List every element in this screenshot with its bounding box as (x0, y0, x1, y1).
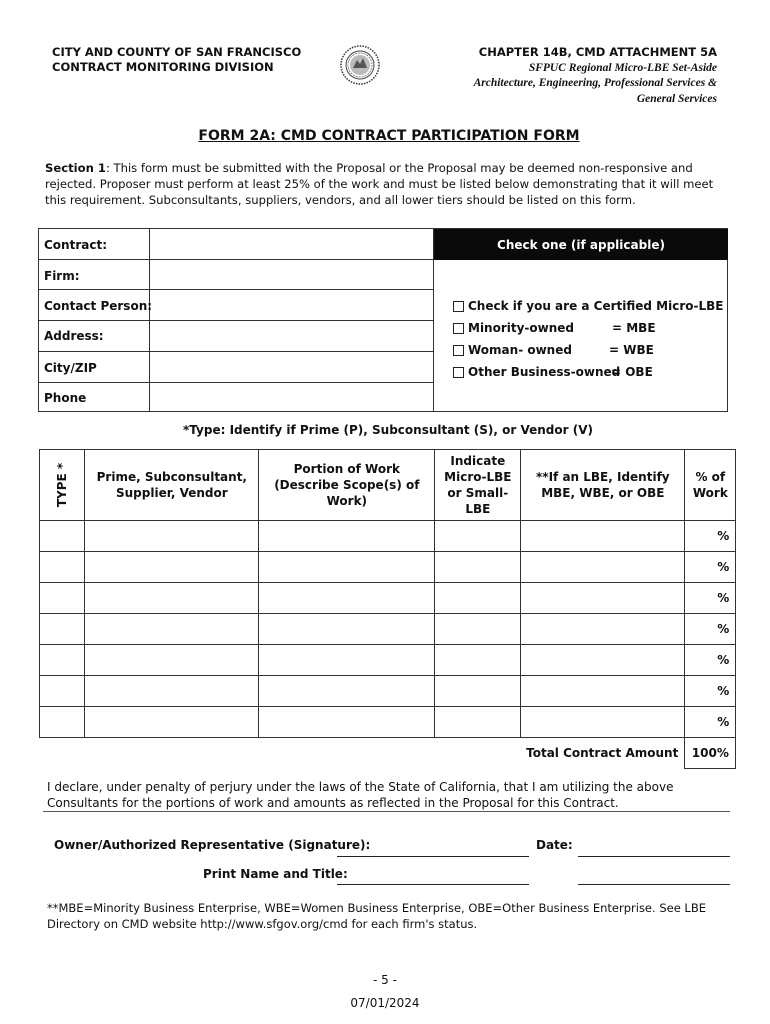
total-row (40, 738, 736, 769)
option-label: Minority-owned (468, 321, 575, 335)
divider-line (43, 811, 730, 812)
prime-cell[interactable] (85, 645, 259, 676)
contract-field[interactable] (150, 229, 433, 259)
signature-line[interactable] (337, 856, 529, 857)
portion-cell[interactable] (259, 707, 435, 738)
city-seal-icon (339, 44, 381, 86)
indicate-cell[interactable] (435, 583, 521, 614)
phone-field[interactable] (150, 383, 433, 411)
services-line: Architecture, Engineering, Professional Services & (473, 77, 717, 89)
prime-cell[interactable] (85, 583, 259, 614)
type-cell[interactable] (40, 521, 85, 552)
pct-header: % of Work (685, 450, 736, 521)
chapter-header (474, 45, 717, 107)
pct-cell[interactable]: % (685, 707, 736, 738)
checkbox[interactable] (453, 323, 464, 334)
table-row (40, 614, 736, 645)
footnote: **MBE=Minority Business Enterprise, WBE=Women Business Enterprise, OBE=Other Business Enterprise. See LBE Directory on CMD website http://www.sfgov.org/cmd for each firm's status. (47, 901, 706, 931)
city-zip-field[interactable] (150, 352, 433, 382)
table-header-row (40, 450, 736, 521)
prime-cell[interactable] (85, 521, 259, 552)
contract-label: Contract: (44, 238, 107, 252)
wbe-option[interactable] (453, 343, 572, 357)
portion-header: Portion of Work (Describe Scope(s) of Work) (259, 450, 435, 521)
firm-label: Firm: (44, 269, 80, 283)
obe-option[interactable] (453, 365, 620, 379)
section-label: Section 1 (45, 161, 106, 175)
table-row (40, 552, 736, 583)
if-lbe-cell[interactable] (521, 676, 685, 707)
wbe-value: = WBE (609, 343, 654, 357)
mbe-option[interactable] (453, 321, 574, 335)
prime-cell[interactable] (85, 552, 259, 583)
type-cell[interactable] (40, 645, 85, 676)
services-line-2: General Services (636, 92, 717, 105)
indicate-cell[interactable] (435, 552, 521, 583)
indicate-cell[interactable] (435, 521, 521, 552)
division-name: CONTRACT MONITORING DIVISION (52, 60, 274, 74)
total-value: 100% (685, 738, 736, 769)
contact-person-label: Contact Person: (44, 299, 153, 313)
if-lbe-cell[interactable] (521, 614, 685, 645)
check-one-header: Check one (if applicable) (434, 229, 728, 260)
obe-value: = OBE (611, 365, 653, 379)
checkbox[interactable] (453, 301, 464, 312)
portion-cell[interactable] (259, 676, 435, 707)
pct-cell[interactable]: % (685, 645, 736, 676)
agency-name: CITY AND COUNTY OF SAN FRANCISCO (52, 45, 302, 59)
table-row (40, 583, 736, 614)
prime-cell[interactable] (85, 707, 259, 738)
prime-cell[interactable] (85, 614, 259, 645)
firm-field[interactable] (150, 260, 433, 289)
type-cell[interactable] (40, 552, 85, 583)
title-line[interactable] (578, 884, 730, 885)
portion-cell[interactable] (259, 583, 435, 614)
if-lbe-cell[interactable] (521, 645, 685, 676)
table-row (40, 707, 736, 738)
indicate-header: Indicate Micro-LBE or Small-LBE (435, 450, 521, 521)
portion-cell[interactable] (259, 521, 435, 552)
pct-cell[interactable]: % (685, 552, 736, 583)
owner-signature-label: Owner/Authorized Representative (Signature): (54, 838, 371, 852)
form-title: FORM 2A: CMD CONTRACT PARTICIPATION FORM (198, 128, 580, 144)
section-text: : This form must be submitted with the Proposal or the Proposal may be deemed non-responsive and rejected. Proposer must perform at least 25% of the work and must be listed below demonstrating that it will meet this requirement. Subconsultants, suppliers, vendors, and all lower tiers should be listed on this form. (45, 161, 714, 207)
prime-header: Prime, Subconsultant, Supplier, Vendor (85, 450, 259, 521)
city-zip-label: City/ZIP (44, 361, 97, 375)
pct-cell[interactable]: % (685, 583, 736, 614)
total-label: Total Contract Amount (526, 746, 679, 761)
pct-cell[interactable]: % (685, 676, 736, 707)
type-cell[interactable] (40, 676, 85, 707)
portion-cell[interactable] (259, 614, 435, 645)
table-row (40, 521, 736, 552)
portion-cell[interactable] (259, 645, 435, 676)
pct-cell[interactable]: % (685, 521, 736, 552)
address-field[interactable] (150, 321, 433, 351)
declaration-text: I declare, under penalty of perjury under the laws of the State of California, that I am utilizing the above Consultants for the portions of work and amounts as reflected in the Proposal for this Contract. (47, 780, 674, 810)
indicate-cell[interactable] (435, 645, 521, 676)
if-lbe-cell[interactable] (521, 521, 685, 552)
indicate-cell[interactable] (435, 614, 521, 645)
option-label: Check if you are a Certified Micro-LBE (468, 299, 724, 313)
footer-date: 07/01/2024 (350, 996, 420, 1010)
participation-table (39, 449, 736, 769)
program-name: SFPUC Regional Micro-LBE Set-Aside (528, 61, 717, 74)
portion-cell[interactable] (259, 552, 435, 583)
type-note: *Type: Identify if Prime (P), Subconsultant (S), or Vendor (V) (183, 423, 593, 437)
table-row (40, 676, 736, 707)
phone-label: Phone (44, 391, 87, 405)
type-cell[interactable] (40, 707, 85, 738)
address-label: Address: (44, 329, 104, 343)
if-lbe-header: **If an LBE, Identify MBE, WBE, or OBE (521, 450, 685, 521)
print-name-label: Print Name and Title: (203, 867, 348, 881)
table-row (40, 645, 736, 676)
checkbox[interactable] (453, 345, 464, 356)
option-label: Other Business-owned (468, 365, 621, 379)
option-label: Woman- owned (468, 343, 572, 357)
type-cell[interactable] (40, 614, 85, 645)
if-lbe-cell[interactable] (521, 583, 685, 614)
agency-header (52, 45, 301, 75)
print-name-line[interactable] (337, 884, 529, 885)
pct-cell[interactable]: % (685, 614, 736, 645)
chapter-title: CHAPTER 14B, CMD ATTACHMENT 5A (478, 45, 717, 59)
date-label: Date: (536, 838, 573, 852)
if-lbe-cell[interactable] (521, 552, 685, 583)
contact-person-field[interactable] (150, 290, 433, 320)
contract-info-table (38, 228, 728, 412)
checkbox[interactable] (453, 367, 464, 378)
page-number: - 5 - (373, 973, 397, 987)
micro-lbe-option[interactable] (453, 299, 723, 313)
prime-cell[interactable] (85, 676, 259, 707)
indicate-cell[interactable] (435, 676, 521, 707)
mbe-value: = MBE (612, 321, 656, 335)
type-header: TYPE * (40, 450, 85, 521)
section-1-instructions (45, 160, 725, 208)
indicate-cell[interactable] (435, 707, 521, 738)
if-lbe-cell[interactable] (521, 707, 685, 738)
type-cell[interactable] (40, 583, 85, 614)
date-line[interactable] (578, 856, 730, 857)
